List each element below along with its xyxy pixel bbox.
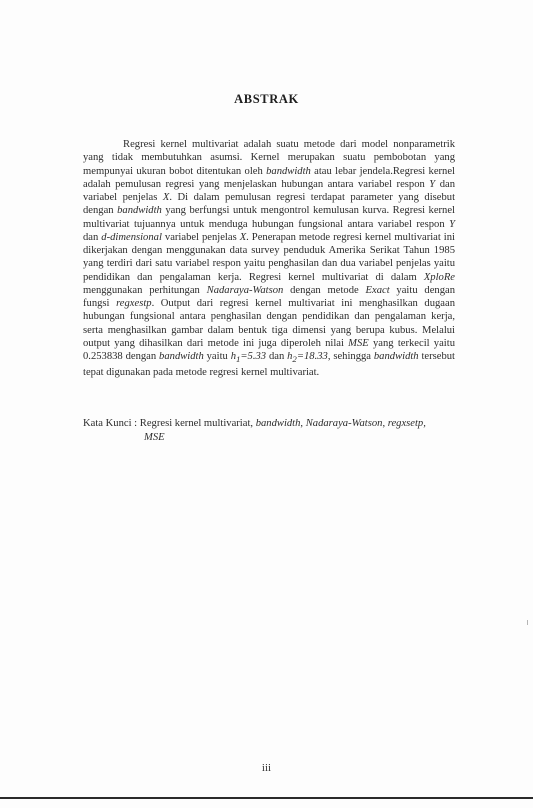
h1-symbol: $h_1=5.33$ <box>230 351 267 365</box>
keywords <box>83 417 455 445</box>
abstract-paragraph: Regresi kernel multivariat adalah suatu metode dari model nonparametrik yang tidak membutuhkan asumsi. Kernel merupakan suatu pembobotan yang mempunyai ukuran bobot ditentukan oleh bandwidth atau lebar jendela.Regresi kernel adalah pemulusan regresi yang menjelaskan hubungan antara variabel respon Y dan variabel penjelas X. Di dalam pemulusan regresi terdapat parameter yang disebut dengan bandwidth yang berfungsi untuk mengontrol kemulusan kurva. Regresi kernel multivariat tujuannya untuk menduga hubungan fungsional antara variabel respon Y dan d-dimensional variabel penjelas X. Penerapan metode regresi kernel multivariat ini dikerjakan dengan menggunakan data survey penduduk Amerika Serikat Tahun 1985 yang terdiri dari satu variabel respon yaitu penghasilan dan dua variabel penjelas yaitu pendidikan dan pengalaman kerja. Regresi kernel multivariat di dalam XploRe menggunakan perhitungan Nadaraya-Watson dengan metode Exact yaitu dengan fungsi regxestp. Output dari regresi kernel multivariat ini menghasilkan dugaan hubungan fungsional antara penghasilan dengan pendidikan dan pengalaman kerja, serta menghasilkan gambar dalam bentuk tiga dimensi yang berupa kubus. Melalui output yang dihasilkan dari metode ini juga diperoleh nilai MSE yang terkecil yaitu 0.253838 dengan bandwidth yaitu $h_1=5.33$ dan $h_2=18.33$, sehingga bandwidth tersebut tepat digunakan pada metode regresi kernel multivariat. <box>83 139 456 379</box>
keywords-list: Regresi kernel multivariat, bandwidth, Nadaraya-Watson, regxsetp, MSE <box>139 418 426 443</box>
keywords-label: Kata Kunci : <box>83 418 140 429</box>
scan-mark <box>527 620 528 625</box>
h2-symbol: $h_2=18.33$ <box>287 351 328 365</box>
page-number: iii <box>261 762 272 774</box>
abstract-title: ABSTRAK <box>234 92 299 106</box>
bottom-rule <box>0 797 533 799</box>
